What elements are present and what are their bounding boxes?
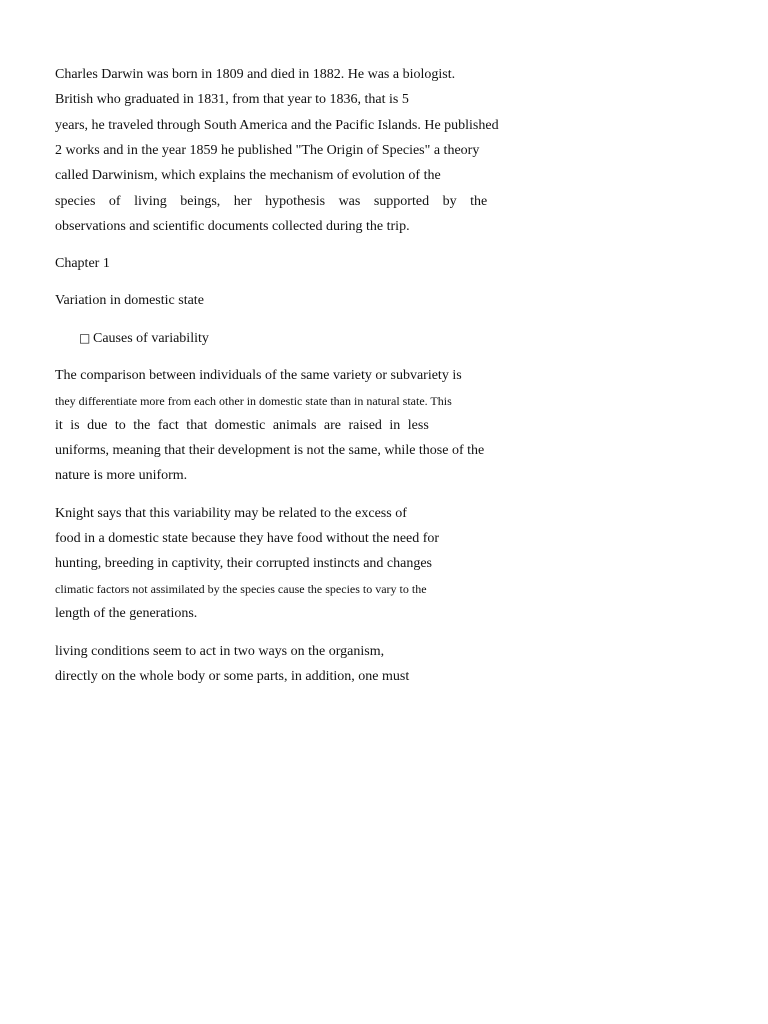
intro-line-7: observations and scientific documents collected during the trip. — [55, 219, 410, 234]
paragraph-1-line-5: nature is more uniform. — [55, 468, 188, 483]
missing-glyph-box-icon: □ — [79, 331, 91, 345]
paragraph-2-line-4: climatic factors not assimilated by the species cause the species to vary to the — [55, 582, 427, 596]
subsection-heading — [79, 329, 209, 348]
paragraph-1-line-4: uniforms, meaning that their development is not the same, while those of the — [55, 443, 485, 458]
paragraph-1-line-3: it is due to the fact that domestic animals are raised in less — [55, 418, 429, 433]
paragraph-1-line-1: The comparison between individuals of the same variety or subvariety is — [55, 368, 462, 383]
section-title: Variation in domestic state — [55, 293, 204, 308]
paragraph-3-line-2: directly on the whole body or some parts, in addition, one must — [55, 669, 410, 684]
paragraph-2-line-2: food in a domestic state because they have food without the need for — [55, 531, 440, 546]
paragraph-2-line-5: length of the generations. — [55, 606, 198, 621]
intro-line-1: Charles Darwin was born in 1809 and died in 1882. He was a biologist. — [55, 67, 456, 82]
paragraph-1-line-2: they differentiate more from each other in domestic state than in natural state. This — [55, 394, 452, 408]
paragraph-3-line-1: living conditions seem to act in two ways on the organism, — [55, 644, 385, 659]
intro-line-2: British who graduated in 1831, from that year to 1836, that is 5 — [55, 92, 409, 107]
intro-line-6: species of living beings, her hypothesis was supported by the — [55, 194, 488, 209]
intro-line-5: called Darwinism, which explains the mechanism of evolution of the — [55, 168, 441, 183]
intro-line-3: years, he traveled through South America and the Pacific Islands. He published — [55, 118, 499, 133]
subsection-label: Causes of variability — [93, 331, 209, 346]
paragraph-2-line-3: hunting, breeding in captivity, their corrupted instincts and changes — [55, 556, 432, 571]
chapter-label: Chapter 1 — [55, 256, 110, 271]
paragraph-2-line-1: Knight says that this variability may be related to the excess of — [55, 506, 407, 521]
intro-line-4: 2 works and in the year 1859 he published "The Origin of Species" a theory — [55, 143, 480, 158]
